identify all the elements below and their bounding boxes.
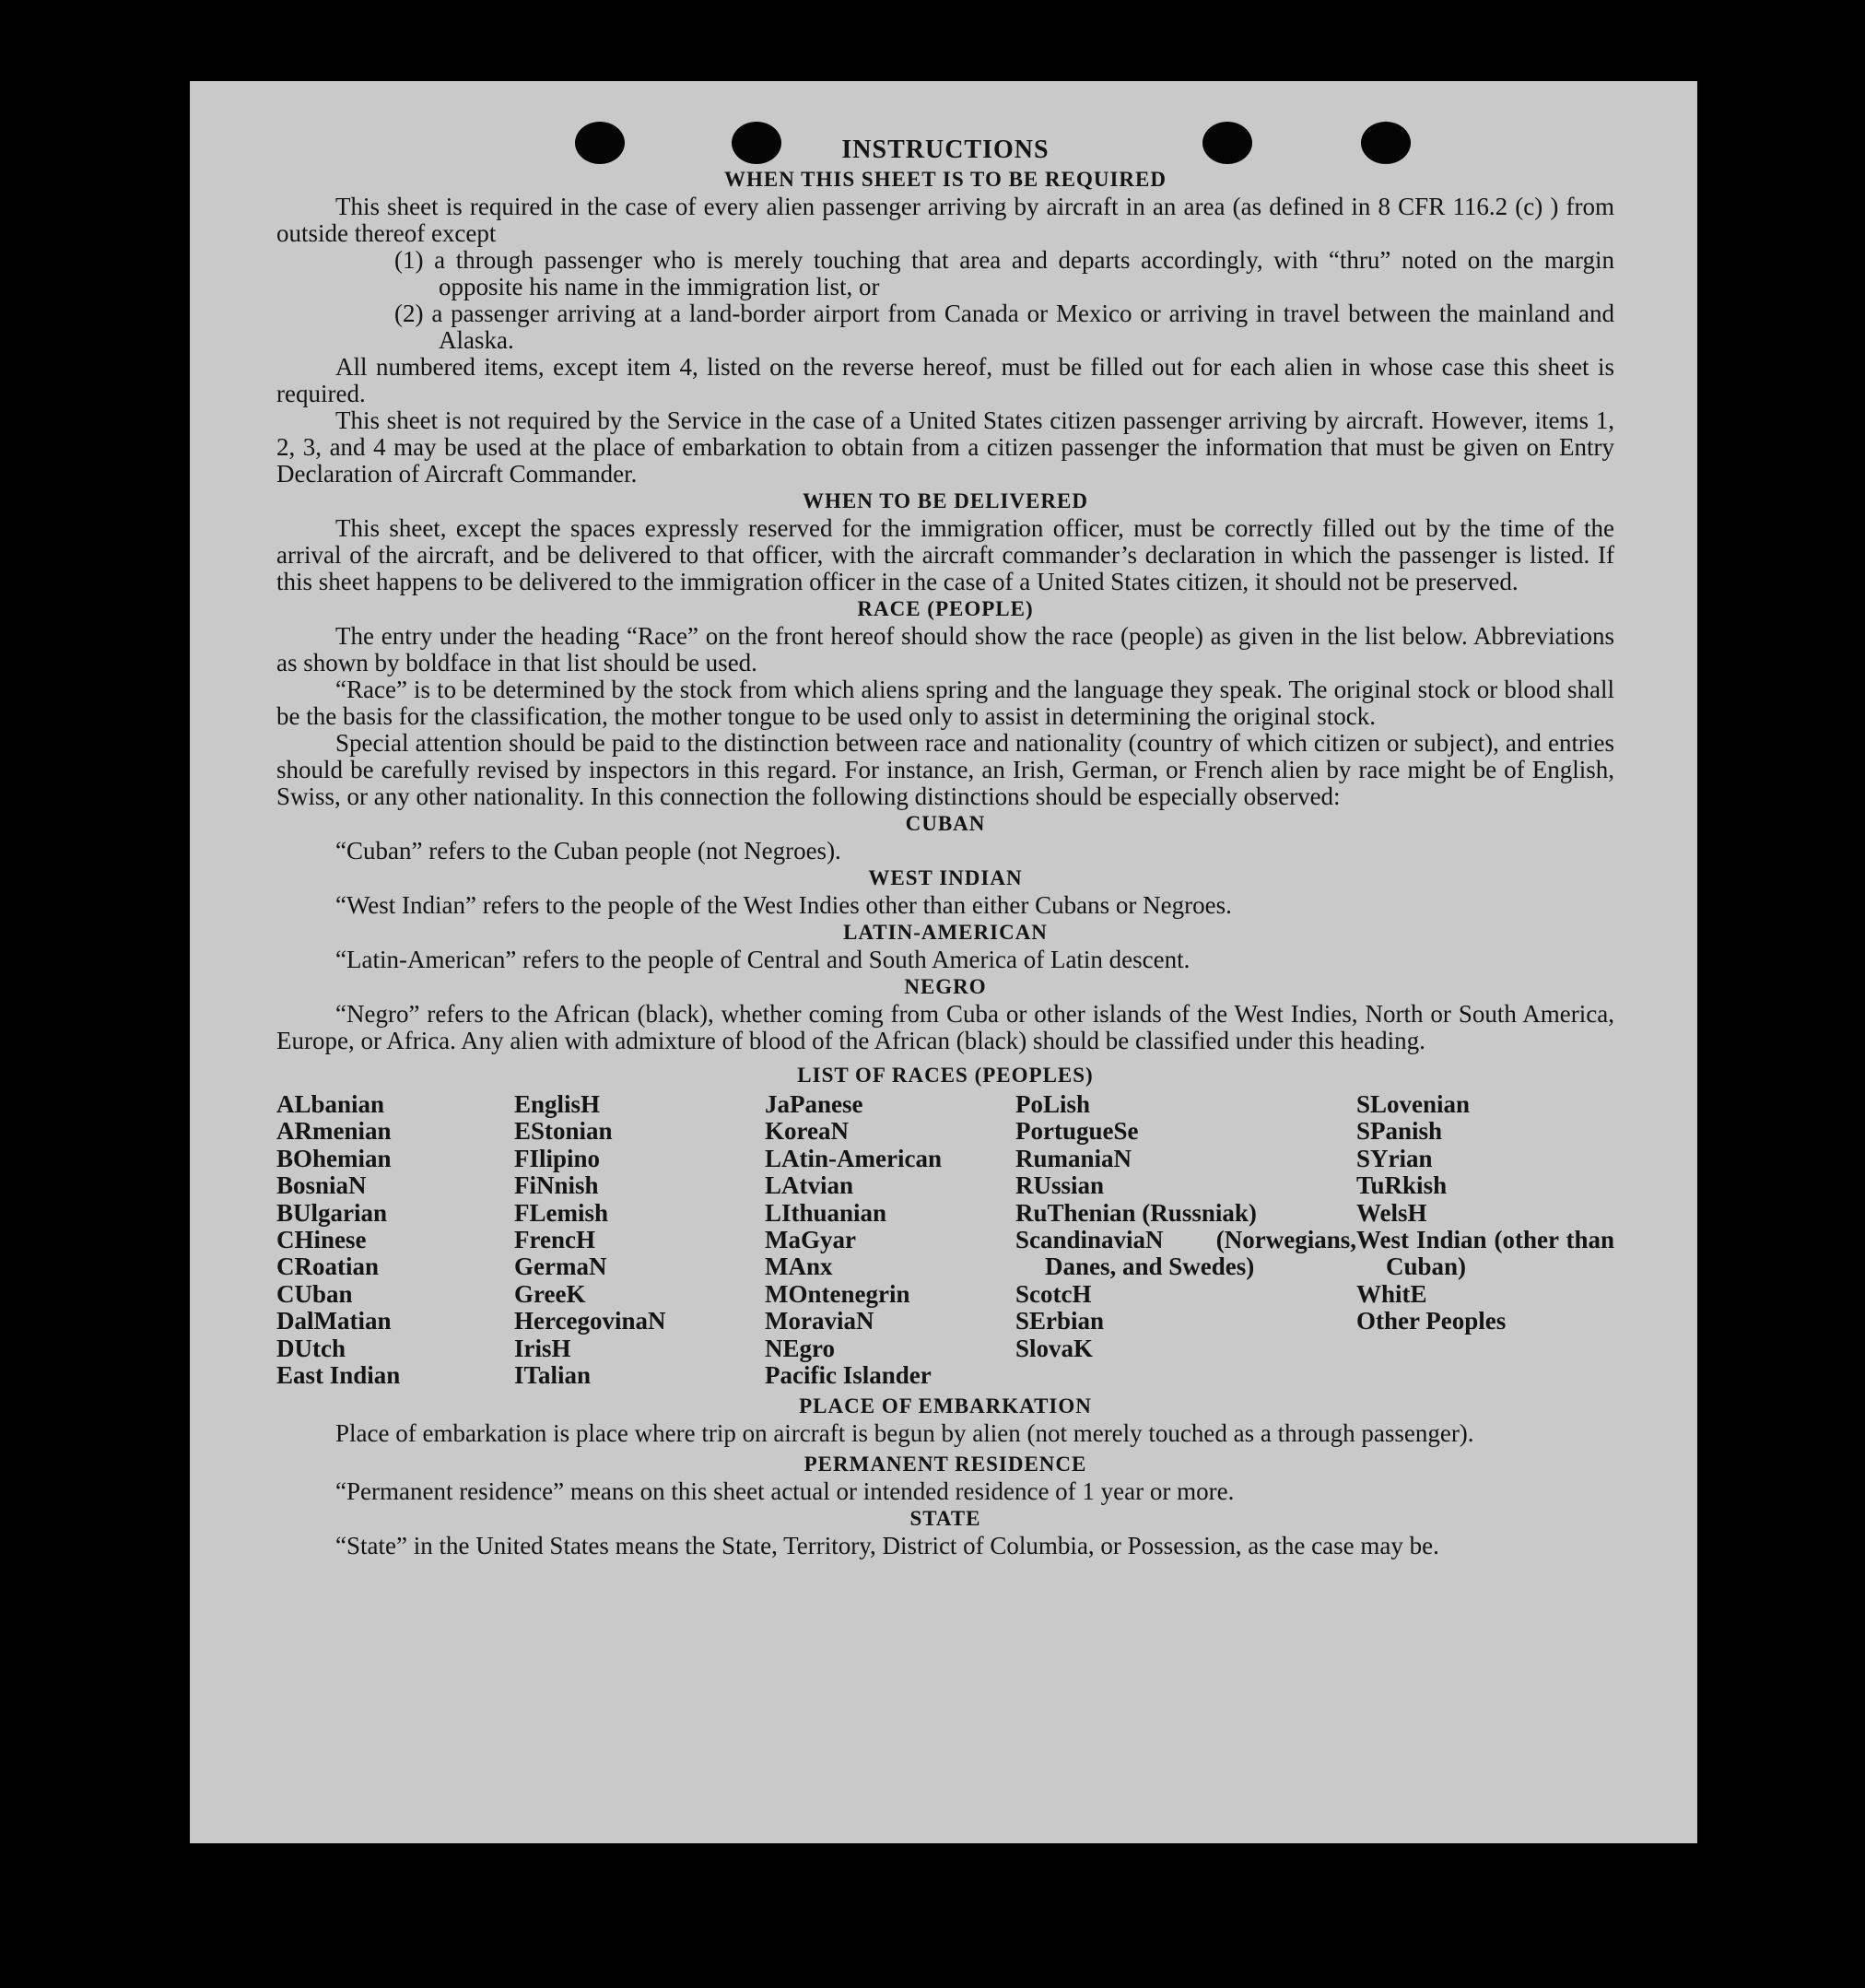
races-list [276,1091,1614,1389]
race-item: East Indian [276,1361,401,1390]
section-title: WHEN TO BE DELIVERED [803,489,1088,512]
race-item: JaPanese [765,1090,863,1118]
paragraph: Place of embarkation is place where trip on aircraft is begun by alien (not merely touched as a through passenger). [335,1419,1474,1448]
race-item: PoLish [1015,1090,1091,1118]
document-sheet [190,81,1697,1843]
race-item: MAnx [765,1253,833,1281]
race-item: SYrian [1356,1144,1433,1172]
paragraph: “Negro” refers to the African (black), whether coming from Cuba or other islands of the West Indies, North or South America, Europe, or Africa. Any alien with admixture of blood of the African (black) should be classified under this heading. [276,1000,1614,1054]
race-item: DalMatian [276,1307,392,1335]
race-item: BosniaN [276,1171,367,1200]
races-column [1356,1091,1614,1389]
race-item: LAtvian [765,1171,854,1200]
race-item: ITalian [514,1361,592,1390]
paragraph: “Latin-American” refers to the people of Central and South America of Latin descent. [335,946,1191,973]
instructions-content [276,135,1614,1559]
section-title: LATIN-AMERICAN [843,921,1048,944]
race-item: DUtch [276,1334,346,1362]
section-title: CUBAN [905,812,986,835]
race-item: CHinese [276,1226,367,1254]
race-item: Other Peoples [1356,1307,1507,1335]
list-item: (1) a through passenger who is merely touching that area and departs accordingly, with “thru” noted on the margin opposite his name in the immigration list, or [394,246,1614,300]
race-item: LAtin-American [765,1144,942,1172]
races-column [765,1091,1015,1389]
race-item: WhitE [1356,1279,1427,1308]
race-item: RUssian [1015,1171,1105,1200]
paragraph: This sheet is required in the case of every alien passenger arriving by aircraft in an area (as defined in 8 CFR 116.2 (c) ) from outside thereof except [276,193,1614,247]
section-title: WHEN THIS SHEET IS TO BE REQUIRED [724,168,1167,191]
paragraph: “State” in the United States means the State, Territory, District of Columbia, or Possession, as the case may be. [335,1532,1439,1560]
races-column [276,1091,514,1389]
section-title: PLACE OF EMBARKATION [799,1394,1092,1418]
race-item: MaGyar [765,1226,856,1254]
race-item: FLemish [514,1198,609,1227]
race-item: PortugueSe [1015,1117,1139,1146]
race-item: FrencH [514,1226,595,1254]
race-item: IrisH [514,1334,571,1362]
list-item: (2) a passenger arriving at a land-border airport from Canada or Mexico or arriving in travel between the mainland and Alaska. [394,300,1614,354]
race-item: EStonian [514,1117,613,1146]
race-item: SLovenian [1356,1090,1471,1118]
race-item: SlovaK [1015,1334,1094,1362]
race-item: ALbanian [276,1090,385,1118]
race-item: West Indian (other than Cuban) [1356,1226,1614,1281]
race-item: CUban [276,1279,353,1308]
paragraph: Special attention should be paid to the distinction between race and nationality (country of which citizen or subject), and entries should be carefully revised by inspectors in this regard. For instance, an Irish, German, or French alien by race might be of English, Swiss, or any other nationality. In this connection the following distinctions should be especially observed: [276,729,1614,810]
race-item: BOhemian [276,1144,392,1172]
race-item: ScotcH [1015,1279,1092,1308]
races-column [514,1091,765,1389]
race-item: GermaN [514,1253,607,1281]
race-item: KoreaN [765,1117,849,1146]
section-title: LIST OF RACES (PEOPLES) [797,1064,1094,1087]
race-item: RuThenian (Russniak) [1015,1198,1257,1227]
page-title: INSTRUCTIONS [841,135,1050,164]
race-item: ARmenian [276,1117,392,1146]
race-item: MOntenegrin [765,1279,910,1308]
section-title: RACE (PEOPLE) [857,597,1034,620]
race-item: BUlgarian [276,1198,388,1227]
race-item: MoraviaN [765,1307,874,1335]
paragraph: “Race” is to be determined by the stock from which aliens spring and the language they speak. The original stock or blood shall be the basis for the classification, the mother tongue to be used only to assist in determining the original stock. [276,676,1614,730]
race-item: WelsH [1356,1198,1427,1227]
race-item: RumaniaN [1015,1144,1132,1172]
section-title: NEGRO [904,975,987,998]
race-item: SPanish [1356,1117,1443,1146]
race-item: Pacific Islander [765,1361,932,1390]
section-title: PERMANENT RESIDENCE [803,1453,1087,1476]
race-item: FiNnish [514,1171,599,1200]
race-item: NEgro [765,1334,836,1362]
paragraph: The entry under the heading “Race” on the front hereof should show the race (people) as given in the list below. Abbreviations as shown by boldface in that list should be used. [276,622,1614,676]
paragraph: “West Indian” refers to the people of the West Indies other than either Cubans or Negroes. [335,891,1232,919]
race-item: LIthuanian [765,1198,887,1227]
race-item: CRoatian [276,1253,380,1281]
paragraph: “Permanent residence” means on this sheet actual or intended residence of 1 year or more. [335,1477,1235,1506]
race-item: ScandinaviaN (Norwegians, Danes, and Swedes) [1015,1226,1356,1281]
race-item: SErbian [1015,1307,1105,1335]
races-column [1015,1091,1356,1389]
race-item: TuRkish [1356,1171,1448,1200]
section-title: STATE [909,1507,981,1531]
paragraph: This sheet, except the spaces expressly reserved for the immigration officer, must be correctly filled out by the time of the arrival of the aircraft, and be delivered to that officer, with the aircraft commander’s declaration in which the passenger is listed. If this sheet happens to be delivered to the immigration officer in the case of a United States citizen, it should not be preserved. [276,514,1614,595]
paragraph: “Cuban” refers to the Cuban people (not Negroes). [335,837,841,865]
race-item: FIlipino [514,1144,601,1172]
paragraph: All numbered items, except item 4, listed on the reverse hereof, must be filled out for each alien in whose case this sheet is required. [276,353,1614,407]
race-item: EnglisH [514,1090,601,1118]
section-title: WEST INDIAN [868,866,1023,889]
race-item: HercegovinaN [514,1307,666,1335]
paragraph: This sheet is not required by the Service in the case of a United States citizen passenger arriving by aircraft. However, items 1, 2, 3, and 4 may be used at the place of embarkation to obtain from a citizen passenger the information that must be given on Entry Declaration of Aircraft Commander. [276,406,1614,488]
race-item: GreeK [514,1279,586,1308]
